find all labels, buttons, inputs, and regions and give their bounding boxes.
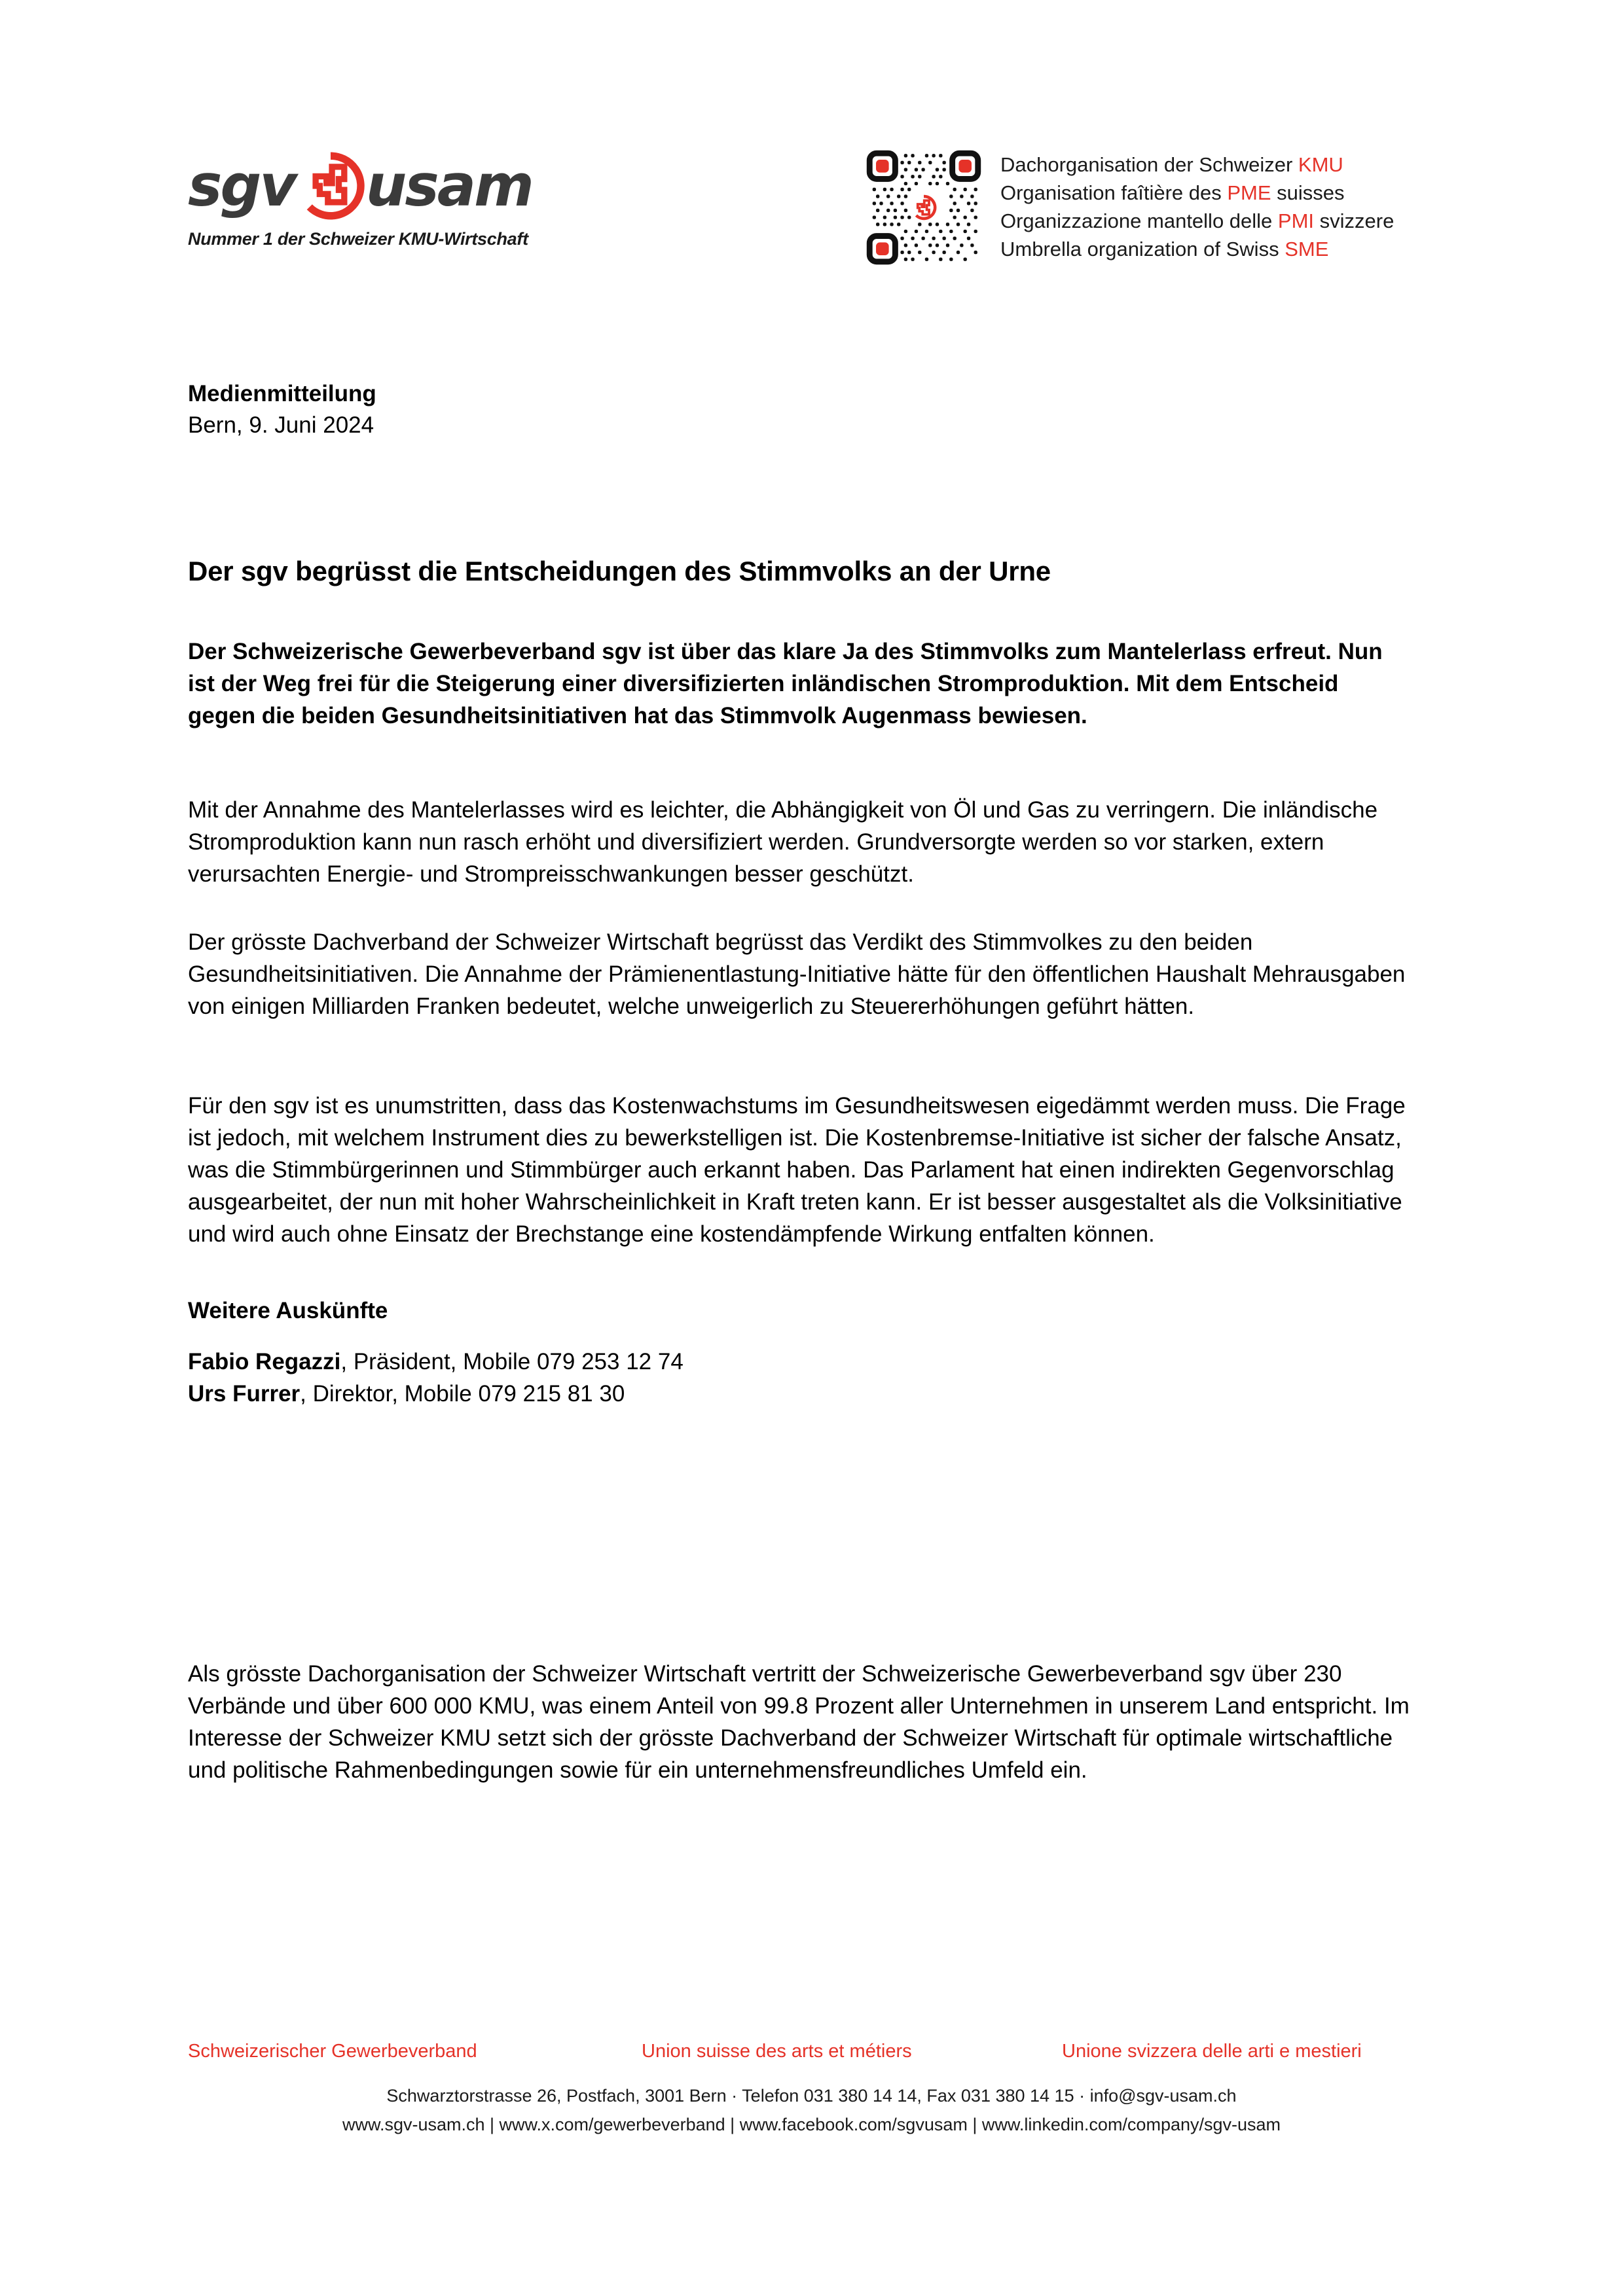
- contact-director-details: , Direktor, Mobile 079 215 81 30: [300, 1381, 625, 1407]
- footer-org-fr: Union suisse des arts et métiers: [642, 2041, 912, 2062]
- body-paragraph-3: Für den sgv ist es unumstritten, dass das Kostenwachstums im Gesundheitswesen eigedämmt werden muss. Die Frage ist jedoch, mit welchem Instrument dies zu bewerkstelligen ist. Die Kostenbremse-Initiative ist sicher der falsche Ansatz, was die Stimmbürgerinnen und Stimmbürger auch erkannt haben. Das Parlament hat einen indirekten Gegenvorschlag ausgearbeitet, der nun mit hoher Wahrscheinlichkeit in Kraft treten kann. Er ist besser ausgestaltet als die Volksinitiative und wird auch ohne Einsatz der Brechstange eine kostendämpfende Wirkung entfalten können.: [188, 1093, 1406, 1247]
- sgv-emblem-icon: [297, 152, 365, 220]
- footer-org-it: Unione svizzera delle arti e mestieri: [1062, 2041, 1362, 2062]
- org-line-fr: [1000, 179, 1394, 207]
- footer-organization-names: [0, 2041, 1623, 2073]
- org-line-fr-tail: suisses: [1271, 181, 1345, 204]
- contact-director-name: Urs Furrer: [188, 1381, 301, 1407]
- org-line-en-accent: SME: [1285, 238, 1329, 260]
- lead-paragraph: Der Schweizerische Gewerbeverband sgv ist über das klare Ja des Stimmvolks zum Mantelerlass erfreut. Nun ist der Weg frei für die Steigerung einer diversifizierten inländischen Stromproduktion. Mit dem Entscheid gegen die beiden Gesundheitsinitiativen hat das Stimmvolk Augenmass bewiesen.: [188, 639, 1383, 728]
- logo-text-usam: usam: [365, 152, 532, 219]
- body-paragraph-1: Mit der Annahme des Mantelerlasses wird es leichter, die Abhängigkeit von Öl und Gas zu verringern. Die inländische Stromproduktion kann nun rasch erhöht und diversifiziert werden. Grundversorgte werden so vor starken, extern verursachten Energie- und Strompreisschwankungen besser geschützt.: [188, 797, 1378, 887]
- contacts-list: [188, 1346, 684, 1410]
- footer-org-de: Schweizerischer Gewerbeverband: [188, 2041, 477, 2062]
- document-footer: [0, 2041, 1623, 2139]
- page-title: Der sgv begrüsst die Entscheidungen des Stimmvolks an der Urne: [188, 556, 1051, 587]
- org-line-de: [1000, 151, 1394, 179]
- logo-tagline: Nummer 1 der Schweizer KMU-Wirtschaft: [188, 229, 528, 249]
- footer-address-line: Schwarztorstrasse 26, Postfach, 3001 Bern · Telefon 031 380 14 14, Fax 031 380 14 15 · info@sgv-usam.ch: [386, 2086, 1237, 2106]
- contacts-heading: Weitere Auskünfte: [188, 1298, 388, 1323]
- qr-and-org-names: [866, 149, 1394, 266]
- logo-wordmark: [188, 152, 555, 220]
- document-kind-label: Medienmitteilung: [188, 381, 376, 406]
- org-line-en-text: Umbrella organization of Swiss: [1000, 238, 1285, 260]
- footer-url-line[interactable]: www.sgv-usam.ch | www.x.com/gewerbeverband | www.facebook.com/sgvusam | www.linkedin.com/company/sgv-usam: [342, 2115, 1281, 2134]
- logo-text-sgv: sgv: [188, 152, 295, 219]
- contact-president-name: Fabio Regazzi: [188, 1349, 341, 1374]
- org-line-it: [1000, 207, 1394, 235]
- org-line-it-tail: svizzere: [1314, 209, 1395, 232]
- about-boilerplate: Als grösste Dachorganisation der Schweizer Wirtschaft vertritt der Schweizerische Gewerbeverband sgv über 230 Verbände und über 600 000 KMU, was einem Anteil von 99.8 Prozent aller Unternehmen in unserem Land entspricht. Im Interesse der Schweizer KMU setzt sich der grösste Dachverband der Schweizer Wirtschaft für optimale wirtschaftliche und politische Rahmenbedingungen sowie für ein unternehmensfreundliches Umfeld ein.: [188, 1661, 1410, 1783]
- org-line-de-accent: KMU: [1298, 153, 1343, 176]
- org-line-it-text: Organizzazione mantello delle: [1000, 209, 1278, 232]
- org-line-en: [1000, 235, 1394, 263]
- organization-name-lines: [1000, 151, 1394, 263]
- contact-president-details: , Präsident, Mobile 079 253 12 74: [340, 1349, 684, 1374]
- org-line-fr-text: Organisation faîtière des: [1000, 181, 1228, 204]
- org-line-fr-accent: PME: [1227, 181, 1271, 204]
- org-line-it-accent: PMI: [1277, 209, 1315, 232]
- qr-code-icon[interactable]: [866, 149, 982, 266]
- contact-director: [188, 1378, 684, 1410]
- org-line-de-text: Dachorganisation der Schweizer: [1000, 153, 1298, 176]
- document-place-date: Bern, 9. Juni 2024: [188, 412, 374, 438]
- contact-president: [188, 1346, 684, 1378]
- document-header: [0, 0, 1623, 308]
- sgv-usam-logo: [188, 152, 555, 249]
- body-paragraph-2: Der grösste Dachverband der Schweizer Wirtschaft begrüsst das Verdikt des Stimmvolkes zu den beiden Gesundheitsinitiativen. Die Annahme der Prämienentlastung-Initiative hätte für den öffentlichen Haushalt Mehrausgaben von einigen Milliarden Franken bedeutet, welche unweigerlich zu Steuererhöhungen geführt hätten.: [188, 929, 1406, 1019]
